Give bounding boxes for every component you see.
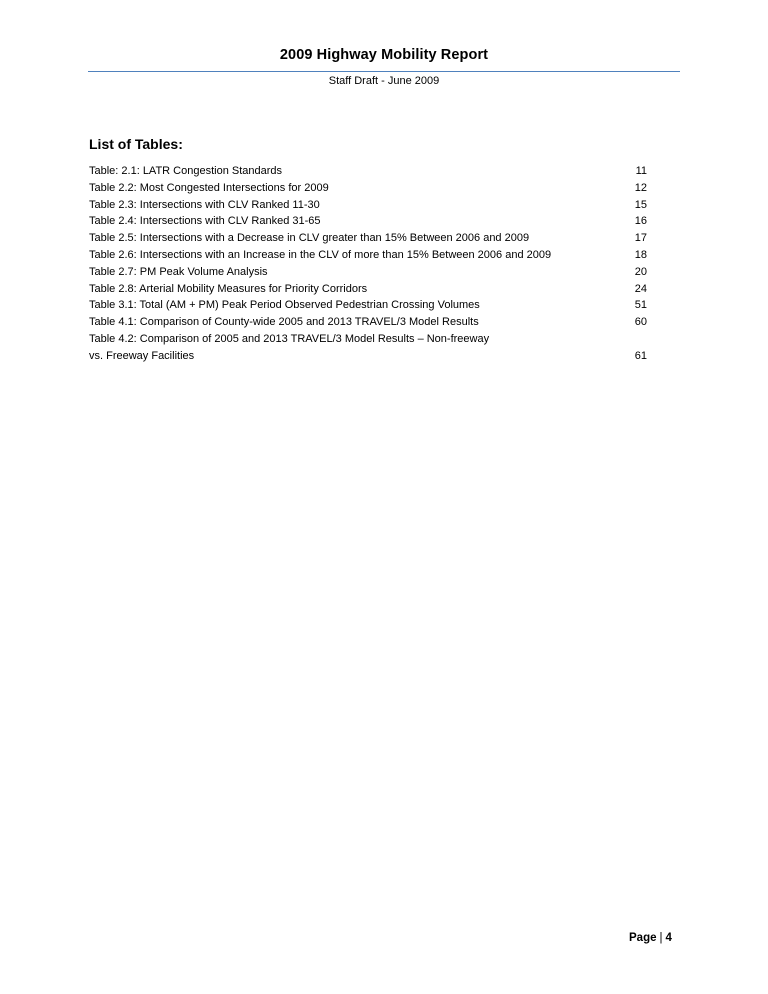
toc-entry-title: Table 2.7: PM Peak Volume Analysis xyxy=(89,265,268,278)
toc-entry-page: 16 xyxy=(634,215,647,228)
page-header-subtitle: Staff Draft - June 2009 xyxy=(328,75,440,87)
toc-entry[interactable] xyxy=(89,197,649,214)
toc-entry-title: Table: 2.1: LATR Congestion Standards xyxy=(89,165,283,177)
toc-entry-title: Table 2.6: Intersections with an Increase in the CLV of more than 15% Between 2006 and 2009 xyxy=(89,248,552,261)
toc-entry[interactable] xyxy=(89,314,649,331)
toc-entry-title: Table 2.4: Intersections with CLV Ranked 31-65 xyxy=(89,215,321,228)
toc-entry[interactable] xyxy=(89,264,649,281)
toc-entry-page: 24 xyxy=(634,282,647,295)
list-of-tables-heading: List of Tables: xyxy=(89,136,183,152)
toc-entry[interactable] xyxy=(89,163,649,180)
toc-entry-page: 11 xyxy=(635,165,647,177)
page-separator: | xyxy=(659,932,663,944)
toc-entry-title-line1: Table 4.2: Comparison of 2005 and 2013 TRAVEL/3 Model Results – Non-freeway xyxy=(89,332,490,345)
toc-entry-page: 12 xyxy=(634,181,647,194)
toc-entry-page: 15 xyxy=(634,198,647,211)
toc-entry-title-line2: vs. Freeway Facilities xyxy=(89,349,195,362)
list-of-tables xyxy=(89,163,649,365)
toc-entry-page: 17 xyxy=(634,232,647,245)
toc-entry[interactable] xyxy=(89,213,649,230)
toc-entry[interactable] xyxy=(89,297,649,314)
page-header-title: 2009 Highway Mobility Report xyxy=(279,47,489,63)
toc-entry-page: 18 xyxy=(634,248,647,261)
toc-entry-title: Table 3.1: Total (AM + PM) Peak Period Observed Pedestrian Crossing Volumes xyxy=(89,299,480,312)
toc-entry-page: 20 xyxy=(634,265,647,278)
page-label: Page xyxy=(629,932,657,944)
toc-entry[interactable] xyxy=(89,230,649,247)
toc-entry[interactable] xyxy=(89,247,649,264)
page-number: 4 xyxy=(665,932,672,944)
toc-entry-title: Table 4.1: Comparison of County-wide 2005 and 2013 TRAVEL/3 Model Results xyxy=(89,316,479,329)
header-divider xyxy=(88,71,680,72)
toc-entry-page: 51 xyxy=(634,299,647,312)
toc-entry[interactable] xyxy=(89,331,649,365)
toc-entry-title xyxy=(89,331,607,365)
toc-entry[interactable] xyxy=(89,180,649,197)
page-footer xyxy=(629,932,672,944)
toc-entry-title: Table 2.8: Arterial Mobility Measures for Priority Corridors xyxy=(89,282,368,295)
toc-entry-title: Table 2.5: Intersections with a Decrease in CLV greater than 15% Between 2006 and 2009 xyxy=(89,232,530,245)
toc-entry[interactable] xyxy=(89,281,649,298)
toc-entry-title: Table 2.3: Intersections with CLV Ranked 11-30 xyxy=(89,198,320,211)
toc-entry-page: 60 xyxy=(634,316,647,329)
toc-entry-page: 61 xyxy=(634,349,647,362)
toc-entry-title: Table 2.2: Most Congested Intersections for 2009 xyxy=(89,181,329,194)
